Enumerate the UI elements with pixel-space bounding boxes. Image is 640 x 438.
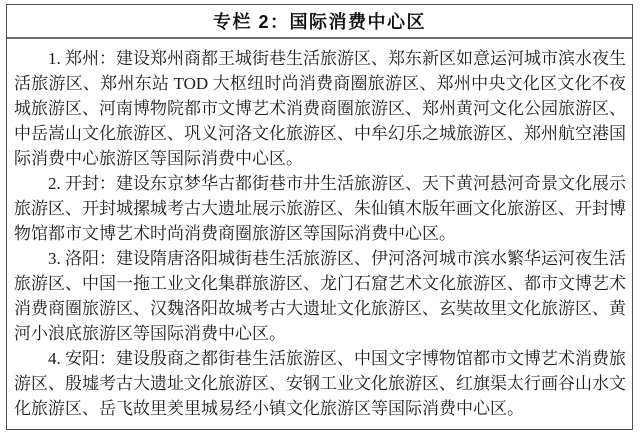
column-box-body	[7, 39, 632, 421]
paragraph-kaifeng: 2. 开封：建设东京梦华古都街巷市井生活旅游区、天下黄河悬河奇景文化展示旅游区、开封城摞城考古大遗址展示旅游区、朱仙镇木版年画文化旅游区、开封博物馆都市文博艺术时尚消费商圈旅游区等国际消费中心区。	[14, 174, 626, 243]
column-box-title: 专栏 2：国际消费中心区	[212, 12, 426, 32]
column-box-header	[7, 5, 632, 39]
paragraph-anyang: 4. 安阳：建设殷商之都街巷生活旅游区、中国文字博物馆都市文博艺术消费旅游区、殷墟考古大遗址文化旅游区、安钢工业文化旅游区、红旗渠太行画谷山水文化旅游区、岳飞故里羑里城易经小镇文化旅游区等国际消费中心区。	[14, 349, 626, 418]
paragraph-luoyang: 3. 洛阳：建设隋唐洛阳城街巷生活旅游区、伊河洛河城市滨水繁华运河夜生活旅游区、中国一拖工业文化集群旅游区、龙门石窟艺术文化旅游区、都市文博艺术消费商圈旅游区、汉魏洛阳故城考古大遗址文化旅游区、玄奘故里文化旅游区、黄河小浪底旅游区等国际消费中心区。	[14, 249, 626, 343]
column-2-box	[6, 4, 633, 430]
paragraph-zhengzhou: 1. 郑州：建设郑州商都王城街巷生活旅游区、郑东新区如意运河城市滨水夜生活旅游区、郑州东站 TOD 大枢纽时尚消费商圈旅游区、郑州中央文化区文化不夜城旅游区、河南博物院都市文博艺术消费商圈旅游区、郑州黄河文化公园旅游区、中岳嵩山文化旅游区、巩义河洛文化旅游区、中牟幻乐之城旅游区、郑州航空港国际消费中心旅游区等国际消费中心区。	[14, 49, 626, 168]
